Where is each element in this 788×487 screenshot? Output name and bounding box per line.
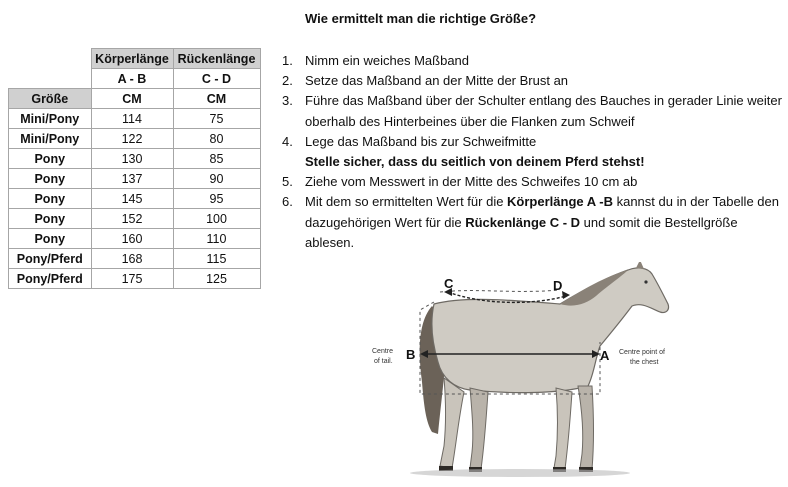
step-text: Führe das Maßband über der Schulter entlang des Bauches in gerader Linie weiter oberhalb des Hinterbeines über die Flanken zum Schweif <box>305 93 782 129</box>
cell-b: 85 <box>173 149 260 169</box>
cell-size: Pony <box>9 209 92 229</box>
instruction-step <box>282 132 782 152</box>
instruction-step <box>282 71 782 91</box>
table-header-row <box>9 49 261 69</box>
header-unit-b: CM <box>173 89 260 109</box>
horse-front-leg <box>554 388 572 469</box>
header-unit-a: CM <box>91 89 173 109</box>
cell-size: Pony/Pferd <box>9 269 92 289</box>
instruction-step <box>282 51 782 71</box>
horse-measurement-illustration <box>360 262 700 484</box>
instruction-list <box>282 51 782 253</box>
arrow-d <box>562 291 570 299</box>
table-row <box>9 269 261 289</box>
cell-a: 168 <box>91 249 173 269</box>
header-size: Größe <box>9 89 92 109</box>
table-row <box>9 169 261 189</box>
cell-b: 115 <box>173 249 260 269</box>
tail-label: Centre <box>372 348 394 355</box>
emphasis-back-length: Rückenlänge C - D <box>465 214 581 230</box>
cell-a: 114 <box>91 109 173 129</box>
table-row <box>9 109 261 129</box>
cell-a: 130 <box>91 149 173 169</box>
table-row <box>9 129 261 149</box>
size-table <box>8 48 261 289</box>
cell-b: 95 <box>173 189 260 209</box>
cell-a: 145 <box>91 189 173 209</box>
cell-b: 110 <box>173 229 260 249</box>
point-d-label: D <box>553 278 563 293</box>
step-number: 5. <box>282 174 293 190</box>
cell-a: 137 <box>91 169 173 189</box>
table-row <box>9 249 261 269</box>
cell-b: 125 <box>173 269 260 289</box>
table-row <box>9 189 261 209</box>
cell-b: 90 <box>173 169 260 189</box>
step-text: Nimm ein weiches Maßband <box>305 53 470 68</box>
header-back-length: Rückenlänge <box>173 49 260 69</box>
emphasis-body-length: Körperlänge A -B <box>507 194 613 210</box>
horse-front-leg <box>578 386 594 469</box>
cell-size: Pony <box>9 169 92 189</box>
instruction-step <box>282 91 782 131</box>
step-text: Mit dem so ermittelten Wert für die Körperlänge A -B kannst du in der Tabelle den dazugehörigen Wert für die Rückenlänge C - D und somit die Bestellgröße ablesen. <box>305 194 779 250</box>
point-b-label: B <box>406 347 416 362</box>
instruction-step <box>282 192 782 253</box>
cell-b: 75 <box>173 109 260 129</box>
cell-b: 80 <box>173 129 260 149</box>
horse-ear <box>636 262 644 269</box>
horse-eye <box>644 280 647 283</box>
table-row <box>9 229 261 249</box>
cell-a: 175 <box>91 269 173 289</box>
cell-a: 152 <box>91 209 173 229</box>
instruction-step <box>282 172 782 192</box>
cell-size: Mini/Pony <box>9 109 92 129</box>
cell-a: 160 <box>91 229 173 249</box>
cell-b: 100 <box>173 209 260 229</box>
horse-hind-leg <box>440 378 464 468</box>
cell-size: Pony <box>9 189 92 209</box>
table-row <box>9 149 261 169</box>
step-text: Ziehe vom Messwert in der Mitte des Schweifes 10 cm ab <box>305 174 638 190</box>
step-number: 1. <box>282 53 293 68</box>
chest-label: the chest <box>630 359 659 366</box>
table-row <box>9 209 261 229</box>
tail-label: of tail. <box>374 358 393 365</box>
header-c-d: C - D <box>173 69 260 89</box>
step-text: Lege das Maßband bis zur Schweifmitte <box>305 133 537 149</box>
cell-size: Pony <box>9 229 92 249</box>
horse-hind-leg <box>470 388 488 469</box>
header-a-b: A - B <box>91 69 173 89</box>
cell-a: 122 <box>91 129 173 149</box>
step-number: 4. <box>282 133 293 149</box>
table-header-row <box>9 89 261 109</box>
point-a-label: A <box>600 348 610 363</box>
side-position-note: Stelle sicher, dass du seitlich von deinem Pferd stehst! <box>305 154 645 170</box>
instructions-title: Wie ermittelt man die richtige Größe? <box>305 11 537 26</box>
step-number: 3. <box>282 93 293 109</box>
cell-size: Pony/Pferd <box>9 249 92 269</box>
step-number: 2. <box>282 73 293 89</box>
cell-size: Mini/Pony <box>9 129 92 149</box>
horse-body <box>432 268 669 393</box>
chest-label: Centre point of <box>619 349 665 356</box>
cell-size: Pony <box>9 149 92 169</box>
header-body-length: Körperlänge <box>91 49 173 69</box>
ground-shadow <box>410 469 630 477</box>
table-header-row <box>9 69 261 89</box>
step-number: 6. <box>282 194 293 210</box>
step-text: Setze das Maßband an der Mitte der Brust an <box>305 73 569 89</box>
point-c-label: C <box>444 276 454 291</box>
